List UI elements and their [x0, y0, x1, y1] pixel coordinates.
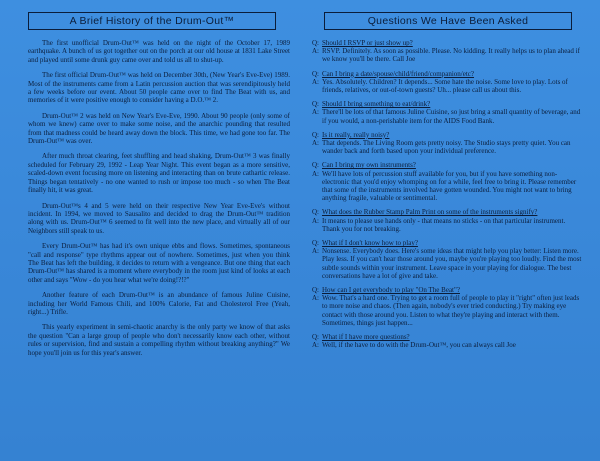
question-marker: Q: [312, 69, 319, 78]
faq-item [312, 39, 584, 64]
faq-item [312, 100, 584, 125]
question-marker: Q: [312, 286, 319, 295]
question-text: Should I bring something to eat/drink? [322, 100, 431, 109]
faq-item [312, 208, 584, 233]
answer-marker: A: [312, 169, 319, 178]
answer-text: Wow. That's a hard one. Trying to get a room full of people to play it "right" often just leads to more noise and chaos. (Then again, nobody's ever tried conducting.) Try making eye contact with those around you. Listen to what they're playing and interact with them. Sometimes, things just happen... [322, 294, 580, 327]
question-marker: Q: [312, 333, 319, 342]
answer-text: That depends. The Living Room gets pretty noisy. The Studio stays pretty quiet. You can wander back and forth based upon your individual preference. [322, 139, 571, 156]
faq-item [312, 161, 584, 202]
answer-text: RSVP. Definitely. As soon as possible. Please. No kidding. It really helps us to plan ahead if we know you'll be there. Call Joe [322, 47, 580, 64]
history-column [28, 12, 290, 364]
answer-marker: A: [312, 47, 319, 56]
answer-text: It means to please use hands only - that means no sticks - on that particular instrument. Thank you for not breaking. [322, 216, 566, 233]
history-paragraph: The first unofficial Drum-Out™ was held on the night of the October 17, 1989 earthquake. A bunch of us got together out on the porch at our old house at 1831 Lake Street and played until some drunk guy came over and told us all to shut-up. [28, 39, 290, 64]
question-text: What if I have more questions? [322, 333, 410, 342]
question-marker: Q: [312, 100, 319, 109]
history-paragraph: Drum-Out™s 4 and 5 were held on their respective New Year Eve-Eve's without incident. In 1994, we moved to Sausalito and decided to drag the Drum-Out™ tradition along with us. Drum-Out™ 6 seemed to fit well into the new place, and virtually all of our Neighbors still speak to us. [28, 201, 290, 235]
faq-title: Questions We Have Been Asked [324, 12, 572, 30]
faq-item [312, 286, 584, 327]
faq-item [312, 333, 584, 349]
history-paragraph: Drum-Out™ 2 was held on New Year's Eve-Eve, 1990. About 90 people (only some of whom we knew) came over to make some noise, and the anarchic pounding that resulted from that madness could be heard away down the block. This time, we had gone too far. The Drum-Out™ was over. [28, 111, 290, 146]
faq-item [312, 239, 584, 280]
history-paragraph: The first official Drum-Out™ was held on December 30th, (New Year's Eve-Eve) 1989. Most of the instruments came from a Latin percussion auction that was serendipitously held a few weeks before our event. About 50 people came over to find The Beat with us, and memories of it were positive enough to consider having a D.O.™ 2. [28, 71, 290, 105]
question-text: Is it really, really noisy? [322, 130, 390, 139]
question-text: Should I RSVP or just show up? [322, 39, 413, 47]
question-text: What does the Rubber Stamp Palm Print on some of the instruments signify? [322, 208, 538, 217]
answer-marker: A: [312, 341, 319, 350]
question-marker: Q: [312, 39, 319, 47]
answer-marker: A: [312, 139, 319, 148]
history-paragraph: After much throat clearing, feet shuffling and head shaking, Drum-Out™ 3 was finally scheduled for February 29, 1992 - Leap Year Night. This event began as a more sensitive, scaled-down event focusing more on listening and interacting than on brute cathartic release. Things began tentatively - no one wanted to rush or impose too much - so when The Beat finally hit, it was great. [28, 152, 290, 195]
question-text: How can I get everybody to play "On The Beat"? [322, 286, 460, 295]
answer-marker: A: [312, 294, 319, 303]
faq-item [312, 131, 584, 156]
question-marker: Q: [312, 208, 319, 217]
question-marker: Q: [312, 161, 319, 170]
answer-text: We'll have lots of percussion stuff available for you, but if you have something non-electronic that you'd enjoy whomping on for a while, feel free to bring it. Please remember that some of the instruments involved have gotten wounded. You might not want to bring anything fragile, valuable or sentimental. [322, 169, 577, 203]
answer-text: Nonsense. Everybody does. Here's some ideas that might help you play better: Listen more. Play less. If you can't hear those around you, maybe you're playing too loudly. Find the most subtle sounds within your instrument. Leave space in your playing for dialogue. The best conversations have a lot of give and take. [322, 247, 582, 280]
question-marker: Q: [312, 239, 319, 248]
answer-marker: A: [312, 108, 319, 117]
question-text: Can I bring a date/spouse/child/friend/companion/etc? [322, 69, 475, 78]
question-text: Can I bring my own instruments? [322, 161, 416, 170]
question-text: What if I don't know how to play? [322, 239, 418, 248]
history-paragraph: This yearly experiment in semi-chaotic anarchy is the only party we know of that asks the question "Can a large group of people who don't necessarily know each other, without rules or supervision, find and sustain a compelling rhythm without breaking anything?" We hope you'll join us for this year's answer. [28, 323, 290, 357]
history-paragraph: Another feature of each Drum-Out™ is an abundance of famous Juline Cuisine, including her World Famous Chili, and 100% Calorie, Fat and Cholesterol Free (Yeah, right...) Trifle. [28, 291, 290, 316]
history-title: A Brief History of the Drum-Out™ [28, 12, 276, 30]
answer-text: There'll be lots of that famous Juline Cuisine, so just bring a small quantity of beverage, and if you would, a non-perishable item for the AIDS Food Bank. [322, 108, 581, 125]
answer-marker: A: [312, 247, 319, 256]
history-paragraph: Every Drum-Out™ has had it's own unique ebbs and flows. Sometimes, spontaneous "call and response" type rhythms appear out of nowhere. Sometimes, just when you think The Beat has left the building, it decides to return with a vengeance. But one thing that each Drum-Out™ has shared is a moment where everybody in the room just kind of looks at each other and says "Wow - do you hear what we're doing!?!?" [28, 242, 290, 284]
answer-marker: A: [312, 77, 319, 86]
question-marker: Q: [312, 130, 319, 139]
faq-item [312, 70, 584, 95]
answer-text: Well, if the have to do with the Drum-Out™, you can always call Joe [322, 341, 516, 350]
answer-marker: A: [312, 216, 319, 225]
answer-text: Yes. Absolutely. Children? It depends... Some hate the noise. Some love to play. Lots of friends, relatives, or out-of-town guests? Uh... please call us about this. [322, 77, 568, 95]
faq-column [312, 12, 584, 356]
